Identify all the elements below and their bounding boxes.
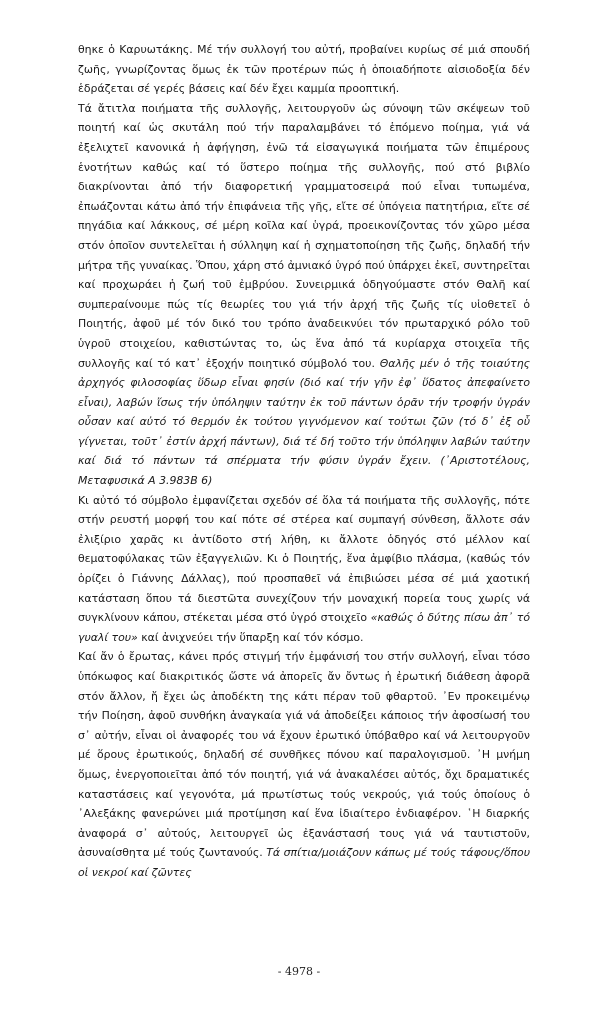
- paragraph-2: [78, 99, 530, 491]
- document-body: [78, 40, 530, 883]
- paragraph-4: [78, 647, 530, 882]
- body-text: Καί ἄν ὁ ἔρωτας, κάνει πρός στιγμή τήν ἐμφάνισή του στήν συλλογή, εἶναι τόσο ὑπόκωφος καί διακριτικός ὥστε νά ἀπορεῖς ἄν ὄντως ἡ ἐρωτική διάθεση ἀφορᾶ στόν ἄλλον, ἤ ἔχει ὡς ἀποδέκτη της κάτι πέραν τοῦ φθαρτοῦ. ᾽Εν προκειμένῳ τήν Ποίηση, ἀφοῦ συνθήκη ἀναγκαία γιά νά ἀποδείξει κάποιος τήν ἀφοσίωσή του σ᾽ αὐτήν, εἶναι οἱ ἀναφορές του νά ἔχουν ἐρωτικό ὑπόβαθρο καί νά λειτουργοῦν μέ ὅρους ἐρωτικούς, δηλαδή σέ συνθῆκες πόνου καί παραλογισμοῦ. ᾽Η μνήμη ὅμως, ἐνεργοποιεῖται ἀπό τόν ποιητή, γιά νά ἀνακαλέσει αὐτός, ὄχι δραματικές καταστάσεις καί γεγονότα, μά πρωτίστως τούς νεκρούς, γιά τούς ὁποίους ὁ ᾽Αλεξάκης φανερώνει μιά προτίμηση καί ἕνα ἰδιαίτερο ἐνδιαφέρον. ῾Η διαρκής ἀναφορά σ᾽ αὐτούς, λειτουργεῖ ὡς ἐξανάστασή τους γιά νά ταυτιστοῦν, ἀσυναίσθητα μέ τούς ζωντανούς.: [78, 650, 530, 860]
- page-number: - 4978 -: [277, 965, 321, 978]
- body-text: θηκε ὁ Καρυωτάκης. Μέ τήν συλλογή του αὐτή, προβαίνει κυρίως σέ μιά σπουδή ζωῆς, γνωρίζοντας ὅμως ἐκ τῶν προτέρων πώς ἡ ὁποιαδήποτε αἰσιοδοξία δέν ἑδράζεται σέ γερές βάσεις καί δέν ἔχει καμμία προοπτική.: [78, 43, 530, 96]
- paragraph-3: [78, 491, 530, 648]
- quotation-text: Θαλῆς μέν ὁ τῆς τοιαύτης ἀρχηγός φιλοσοφίας ὕδωρ εἶναι φησίν (διό καί τήν γῆν ἐφ᾽ ὕδατος ἀπεφαίνετο εἶναι), λαβών ἴσως τήν ὑπόληψιν ταύτην ἐκ τοῦ πάντων ὁρᾶν τήν τροφήν ὑγράν οὖσαν καί αὐτό τό θερμόν ἐκ τούτου γιγνόμενον καί τούτωι ζῶν (τό δ᾽ ἐξ οὗ γίγνεται, τοῦτ᾽ ἐστίν ἀρχή πάντων), διά τέ δή τοῦτο τήν ὑπόληψιν λαβών ταύτην καί διά τό πάντων τά σπέρματα τήν φύσιν ὑγράν ἔχειν. (᾽Αριστοτέλους, Μεταφυσικά Α 3.983Β 6): [78, 356, 530, 488]
- body-text: καί ἀνιχνεύει τήν ὕπαρξη καί τόν κόσμο.: [137, 630, 364, 644]
- quotation-text: Τά σπίτια/μοιάζουν κάπως μέ τούς τάφους/ὅπου οἱ νεκροί καί ζῶντες: [78, 846, 531, 879]
- paragraph-1: [78, 40, 530, 99]
- quotation-text: «καθώς ὁ δύτης πίσω ἀπ᾽ τό γυαλί του»: [78, 611, 530, 644]
- body-text: Κι αὐτό τό σύμβολο ἐμφανίζεται σχεδόν σέ ὅλα τά ποιήματα τῆς συλλογῆς, πότε στήν ρευστή μορφή του καί πότε σέ στέρεα καί συμπαγή σύνθεση, ἄλλοτε σάν ἐλιξίριο χαρᾶς κι ἀντίδοτο στή λήθη, κι ἄλλοτε ὁδηγός στό μέλλον καί θεματοφύλακας τῶν ἐξαγγελιῶν. Κι ὁ Ποιητής, ἕνα ἀμφίβιο πλάσμα, (καθώς τόν ὁρίζει ὁ Γιάννης Δάλλας), πού προσπαθεῖ νά ἐπιβιώσει μέσα σέ μιά χαοτική κατάσταση ὅπου τά διεστῶτα συνεχίζουν τήν μοναχική πορεία τους χωρίς νά συγκλίνουν κάπου, στέκεται μέσα στό ὑγρό στοιχεῖο: [78, 493, 530, 625]
- body-text: Τά ἄτιτλα ποιήματα τῆς συλλογῆς, λειτουργοῦν ὡς σύνοψη τῶν σκέψεων τοῦ ποιητή καί ὡς σκυτάλη πού τήν παραλαμβάνει τό ἑπόμενο ποίημα, γιά νά ἐξελιχτεῖ κανονικά ἡ ἀφήγηση, ἐνῶ τά εἰσαγωγικά ποιήματα τῶν ἐπιμέρους ἑνοτήτων καθώς καί τό ὕστερο ποίημα τῆς συλλογῆς, πού στό βιβλίο διακρίνονται ἀπό τήν διαφορετική γραμματοσειρά πού εἶναι τυπωμένα, ἐπωάζονται κάτω ἀπό τήν ἐπιφάνεια τῆς γῆς, εἴτε σέ ὑπόγεια πατητήρια, εἴτε σέ πηγάδια καί λάκκους, σέ μέρη κοῖλα καί ὑγρά, προεικονίζοντας τόν χῶρο μέσα στόν ὁποῖον συντελεῖται ἡ σύλληψη καί ἡ σχηματοποίηση τῆς ζωῆς, δηλαδή τήν μήτρα τῆς γυναίκας. Ὅπου, χάρη στό ἀμνιακό ὑγρό πού ὑπάρχει ἐκεῖ, συντηρεῖται καί προχωράει ἡ ζωή τοῦ ἐμβρύου. Συνειρμικά ὁδηγούμαστε στόν Θαλῆ καί συμπεραίνουμε πώς τίς θεωρίες του γιά τήν ἀρχή τῆς ζωῆς τίς υἱοθετεῖ ὁ Ποιητής, ἀφοῦ μέ τόν δικό του τρόπο ἀναδεικνύει τόν πρωταρχικό ρόλο τοῦ ὑγροῦ στοιχείου, καθιστώντας το, ὡς ἕνα ἀπό τά κυρίαρχα στοιχεῖα τῆς συλλογῆς καί τό κατ᾽ ἐξοχήν ποιητικό σύμβολό του.: [78, 101, 530, 370]
